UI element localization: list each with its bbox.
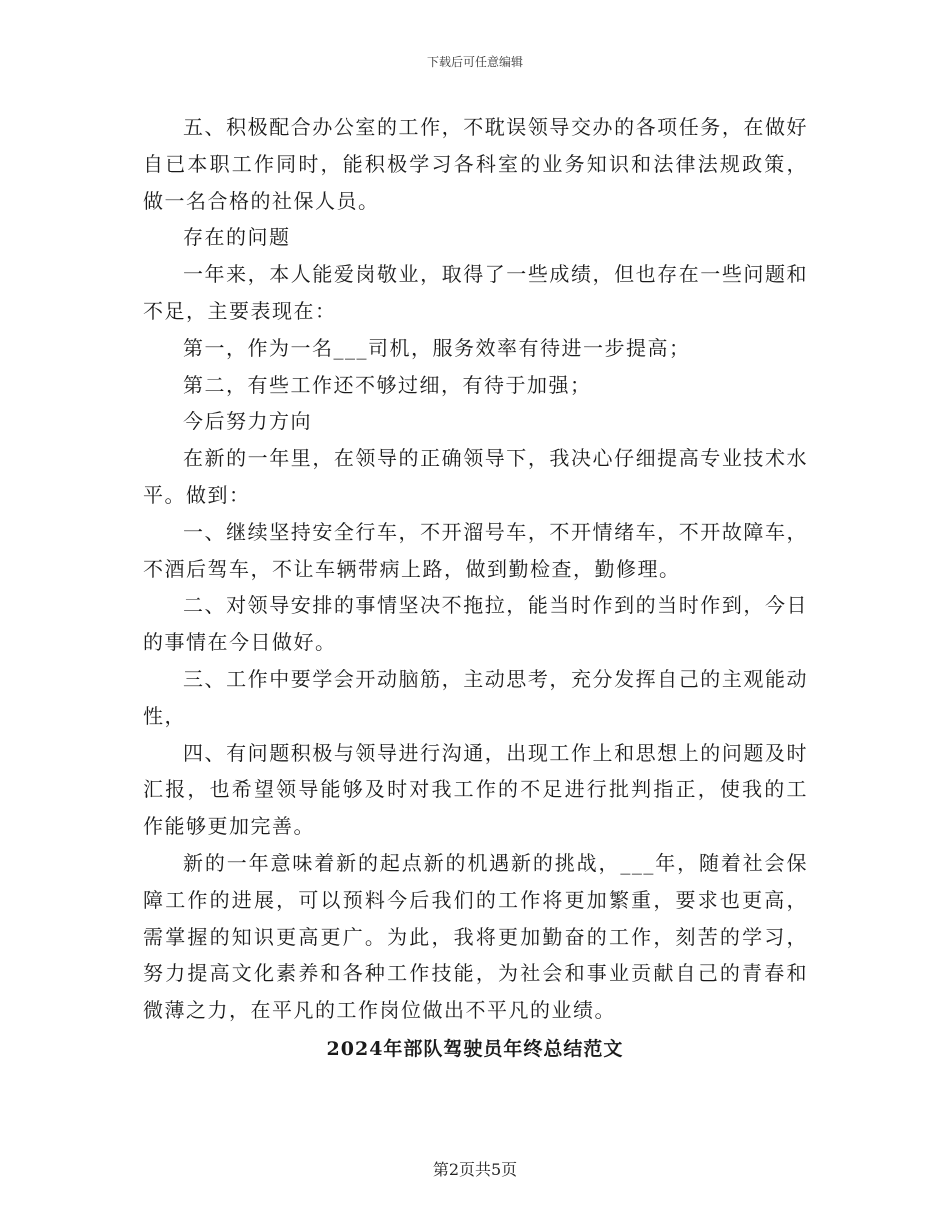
document-body — [143, 109, 808, 1029]
paragraph: 第一，作为一名___司机，服务效率有待进一步提高； — [183, 335, 691, 360]
section-heading: 存在的问题 — [183, 225, 291, 250]
section-heading: 今后努力方向 — [183, 409, 312, 434]
next-document-title: 2024年部队驾驶员年终总结范文 — [326, 1038, 624, 1060]
page-number: 第2页共5页 — [432, 1160, 518, 1179]
page-header-note: 下载后可任意编辑 — [426, 55, 523, 69]
paragraph: 四、有问题积极与领导进行沟通，出现工作上和思想上的问题及时汇报，也希望领导能够及时对我工作的不足进行批判指正，使我的工作能够更加完善。 — [143, 740, 808, 839]
paragraph: 一、继续坚持安全行车，不开溜号车，不开情绪车，不开故障车，不酒后驾车，不让车辆带病上路，做到勤检查，勤修理。 — [143, 519, 808, 581]
paragraph: 一年来，本人能爱岗敬业，取得了一些成绩，但也存在一些问题和不足，主要表现在： — [143, 262, 808, 323]
paragraph: 三、工作中要学会开动脑筋，主动思考，充分发挥自己的主观能动性， — [143, 666, 808, 728]
paragraph: 第二，有些工作还不够过细，有待于加强； — [183, 372, 592, 397]
paragraph: 五、积极配合办公室的工作，不耽误领导交办的各项任务，在做好自已本职工作同时，能积极学习各科室的业务知识和法律法规政策，做一名合格的社保人员。 — [143, 115, 808, 213]
paragraph: 二、对领导安排的事情坚决不拖拉，能当时作到的当时作到，今日的事情在今日做好。 — [143, 593, 808, 655]
paragraph: 新的一年意味着新的起点新的机遇新的挑战，___年，随着社会保障工作的进展，可以预料今后我们的工作将更加繁重，要求也更高，需掌握的知识更高更广。为此，我将更加勤奋的工作，刻苦的学习，努力提高文化素养和各种工作技能，为社会和事业贡献自己的青春和微薄之力，在平凡的工作岗位做出不平凡的业绩。 — [143, 850, 808, 1023]
paragraph: 在新的一年里，在领导的正确领导下，我决心仔细提高专业技术水平。做到： — [143, 446, 808, 507]
